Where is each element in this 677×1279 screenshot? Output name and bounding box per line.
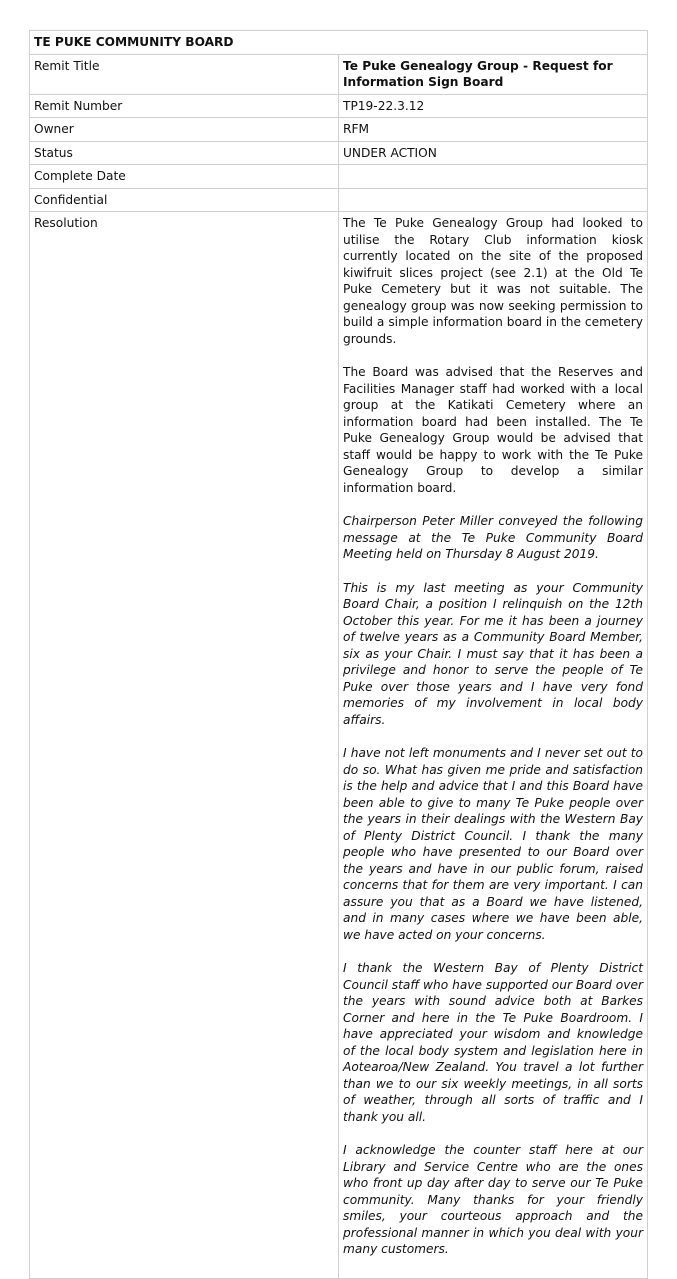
board-title: TE PUKE COMMUNITY BOARD [30,31,648,55]
owner-row [30,118,648,142]
status-value: UNDER ACTION [339,141,648,165]
remit-title-value: Te Puke Genealogy Group - Request for Information Sign Board [339,54,648,94]
remit-title-label: Remit Title [30,54,339,94]
resolution-label: Resolution [30,212,339,1279]
remit-table [29,30,648,1279]
resolution-text [339,212,648,1279]
resolution-row [30,212,648,1279]
resolution-paragraph: The Board was advised that the Reserves and Facilities Manager staff had worked with a local group at the Katikati Cemetery where an information board had been installed. The Te Puke Genealogy Group would be advised that staff would be happy to work with the Te Puke Genealogy Group to develop a similar information board. [343,365,643,495]
status-label: Status [30,141,339,165]
resolution-paragraph: I have not left monuments and I never set out to do so. What has given me pride and satisfaction is the help and advice that I and this Board have been able to give to many Te Puke people over the years in their dealings with the Western Bay of Plenty District Council. I thank the many people who have presented to our Board over the years and have in our public forum, raised concerns that for them are very important. I can assure you that as a Board we have listened, and in many cases where we have been able, we have acted on your concerns. [343,746,643,942]
complete-date-label: Complete Date [30,165,339,189]
remit-title-row [30,54,648,94]
remit-number-row [30,94,648,118]
resolution-paragraph: I acknowledge the counter staff here at our Library and Service Centre who are the ones who front up day after day to serve our Te Puke community. Many thanks for your friendly smiles, your courteous approach and the professional manner in which you deal with your many customers. [343,1143,643,1256]
status-row [30,141,648,165]
remit-number-value: TP19-22.3.12 [339,94,648,118]
complete-date-value [339,165,648,189]
resolution-paragraph: Chairperson Peter Miller conveyed the following message at the Te Puke Community Board Meeting held on Thursday 8 August 2019. [343,514,643,561]
complete-date-row [30,165,648,189]
resolution-paragraph: This is my last meeting as your Community Board Chair, a position I relinquish on the 12th October this year. For me it has been a journey of twelve years as a Community Board Member, six as your Chair. I must say that it has been a privilege and honor to serve the people of Te Puke over those years and I have very fond memories of my involvement in local body affairs. [343,580,643,727]
owner-label: Owner [30,118,339,142]
resolution-paragraph: The Te Puke Genealogy Group had looked to utilise the Rotary Club information kiosk currently located on the site of the proposed kiwifruit slices project (see 2.1) at the Old Te Puke Cemetery but it was not suitable. The genealogy group was now seeking permission to build a simple information board in the cemetery grounds. [343,216,643,346]
confidential-value [339,188,648,212]
confidential-label: Confidential [30,188,339,212]
confidential-row [30,188,648,212]
resolution-paragraph: I thank the Western Bay of Plenty District Council staff who have supported our Board over the years with sound advice both at Barkes Corner and here in the Te Puke Boardroom. I have appreciated your wisdom and knowledge of the local body system and legislation here in Aotearoa/New Zealand. You travel a lot further than we to our six weekly meetings, in all sorts of weather, through all sorts of traffic and I thank you all. [343,961,643,1124]
owner-value: RFM [339,118,648,142]
remit-number-label: Remit Number [30,94,339,118]
